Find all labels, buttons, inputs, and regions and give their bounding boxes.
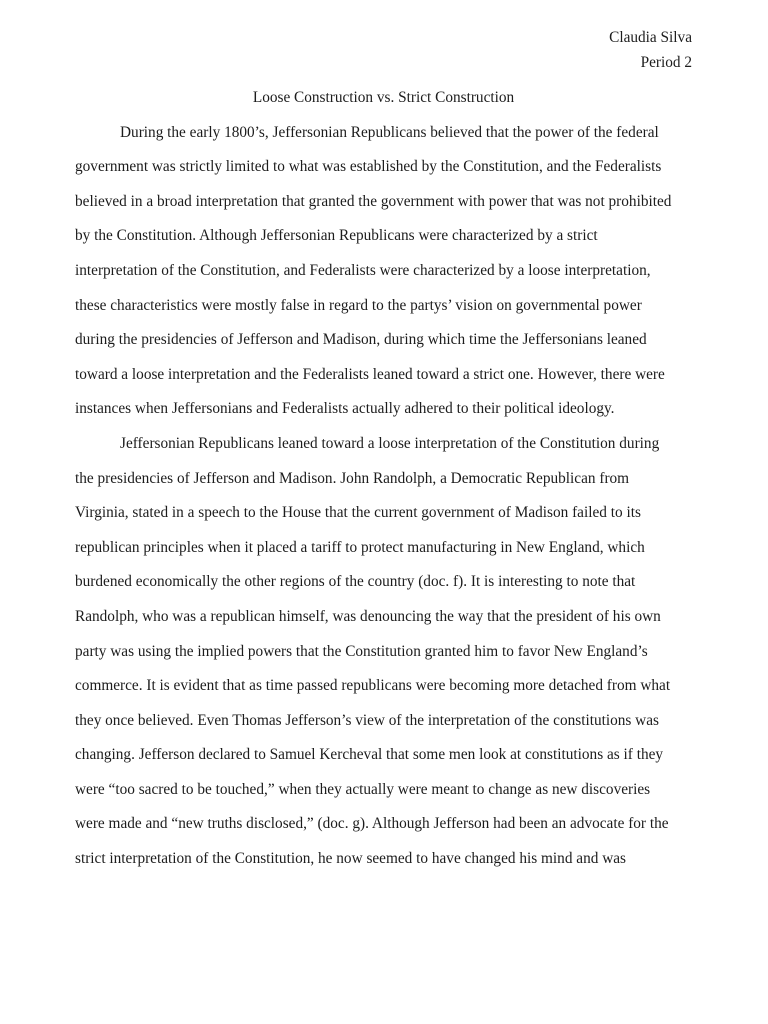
document-body	[75, 81, 692, 877]
text-line: Virginia, stated in a speech to the House that the current government of Madison failed to its	[75, 504, 641, 522]
class-period: Period 2	[640, 54, 692, 71]
text-line: toward a loose interpretation and the Federalists leaned toward a strict one. However, there were	[75, 365, 665, 383]
text-line: during the presidencies of Jefferson and Madison, during which time the Jeffersonians leaned	[75, 331, 647, 349]
author-name: Claudia Silva	[609, 29, 692, 46]
text-line: believed in a broad interpretation that granted the government with power that was not prohibited	[75, 192, 672, 210]
text-line: commerce. It is evident that as time passed republicans were becoming more detached from what	[75, 677, 671, 695]
text-line: these characteristics were mostly false in regard to the partys’ vision on governmental power	[75, 296, 642, 314]
text-line: by the Constitution. Although Jeffersonian Republicans were characterized by a strict	[75, 227, 598, 245]
text-line: Jeffersonian Republicans leaned toward a loose interpretation of the Constitution during	[120, 434, 660, 452]
text-line: strict interpretation of the Constitution, he now seemed to have changed his mind and was	[75, 850, 626, 868]
text-line: they once believed. Even Thomas Jefferson’s view of the interpretation of the constitutions was	[75, 711, 659, 729]
text-line: government was strictly limited to what was established by the Constitution, and the Federalists	[75, 158, 662, 176]
paragraph	[75, 427, 692, 877]
text-line: burdened economically the other regions of the country (doc. f). It is interesting to note that	[75, 573, 636, 591]
text-line: instances when Jeffersonians and Federalists actually adhered to their political ideology.	[75, 400, 615, 418]
text-line: party was using the implied powers that the Constitution granted him to favor New England’s	[75, 642, 648, 660]
text-line: interpretation of the Constitution, and Federalists were characterized by a loose interpretation,	[75, 261, 651, 279]
text-line: were made and “new truths disclosed,” (doc. g). Although Jefferson had been an advocate for the	[75, 815, 669, 833]
document-header	[75, 25, 692, 75]
paragraph	[75, 116, 692, 427]
text-line: During the early 1800’s, Jeffersonian Republicans believed that the power of the federal	[120, 123, 659, 141]
essay-title: Loose Construction vs. Strict Construction	[252, 89, 515, 106]
text-line: were “too sacred to be touched,” when they actually were meant to change as new discoveries	[75, 780, 651, 798]
text-line: changing. Jefferson declared to Samuel Kercheval that some men look at constitutions as if they	[75, 746, 664, 764]
text-line: republican principles when it placed a tariff to protect manufacturing in New England, which	[75, 538, 645, 556]
text-line: the presidencies of Jefferson and Madison. John Randolph, a Democratic Republican from	[75, 469, 630, 487]
text-line: Randolph, who was a republican himself, was denouncing the way that the president of his own	[75, 607, 661, 625]
